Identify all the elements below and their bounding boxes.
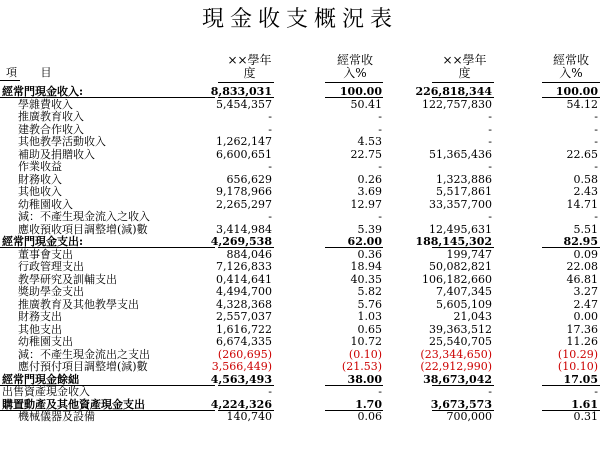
cell-c1: 884,046 (226, 247, 272, 261)
cell-c3: 39,363,512 (429, 322, 492, 336)
header-item: 項 目 (6, 66, 62, 79)
cell-c4: 0.58 (573, 172, 598, 186)
row-label: 經常門現金收入: (2, 85, 84, 98)
cell-c3: 5,517,861 (436, 185, 492, 198)
cell-c4: 14.71 (566, 197, 598, 211)
table-row (0, 348, 600, 361)
cell-c2: 50.41 (350, 97, 382, 111)
cell-c4: 46.81 (566, 272, 598, 286)
cell-c3: 25,540,705 (429, 335, 492, 348)
cell-c3: - (488, 160, 492, 173)
cell-c2: 3.69 (357, 185, 382, 198)
cell-c4: - (594, 385, 598, 398)
cell-c2: - (378, 110, 382, 123)
row-label: 減：不產生現金流入之收入 (18, 210, 150, 223)
cell-c1: 4,224,326 (210, 397, 272, 411)
cell-c2: 0.65 (357, 322, 382, 336)
row-label: 補助及捐贈收入 (18, 147, 95, 161)
cell-c4: - (594, 135, 598, 148)
row-label: 幼稚園支出 (18, 335, 73, 348)
cell-c1: 5,454,357 (216, 97, 272, 111)
cell-c1: 6,600,651 (216, 147, 272, 161)
cell-c3: 5,605,109 (436, 297, 492, 311)
cell-c2: 5.76 (357, 297, 382, 311)
cell-c1: - (268, 160, 272, 173)
table-row (0, 223, 600, 236)
cell-c4: 11.26 (566, 335, 598, 348)
cell-c4: 0.00 (573, 310, 598, 323)
cell-c2: - (378, 122, 382, 136)
cell-c2: 1.03 (357, 310, 382, 323)
cell-c3: 122,757,830 (422, 97, 492, 111)
cell-c2: 0.06 (357, 410, 382, 423)
cell-c2: 5.39 (357, 222, 382, 236)
row-label: 應收預收項目調整增(減)數 (18, 222, 148, 236)
cell-c1: 8,833,031 (210, 85, 272, 98)
cell-c3: 21,043 (453, 310, 492, 323)
cell-c3: 51,365,436 (429, 147, 492, 161)
row-label: 董事會支出 (18, 247, 73, 261)
cell-c2: 38.00 (347, 372, 382, 386)
table-row (0, 110, 600, 123)
table-row (0, 123, 600, 136)
row-label: 推廣教育及其他教學支出 (18, 297, 139, 311)
cell-c4: 2.43 (573, 185, 598, 198)
table-title: 現金收支概況表 (201, 7, 398, 32)
cell-c2: 22.75 (350, 147, 382, 161)
header-rule (542, 82, 600, 83)
cell-c2: 10.72 (350, 335, 382, 348)
header-rule (0, 80, 20, 81)
table-row (0, 173, 600, 186)
cell-c3: 7,407,345 (436, 285, 492, 298)
table-row (0, 148, 600, 161)
header-rule (325, 82, 383, 83)
cell-c3: 1,323,886 (436, 172, 492, 186)
cell-c4: (10.10) (557, 360, 598, 373)
cell-c2: 100.00 (339, 85, 382, 98)
cell-c2: 5.82 (357, 285, 382, 298)
row-label: 推廣教育收入 (18, 110, 84, 123)
cell-c4: 22.08 (566, 260, 598, 273)
cell-c1: 6,674,335 (216, 335, 272, 348)
cell-c1: 2,557,037 (216, 310, 272, 323)
cell-c1: 140,740 (226, 410, 272, 423)
cell-c4: - (594, 210, 598, 223)
cell-c3: 3,673,573 (430, 397, 492, 411)
row-label: 應付預付項目調整增(減)數 (18, 360, 148, 373)
cell-c3: - (488, 385, 492, 398)
cell-c3: (23,344,650) (420, 347, 492, 361)
row-label: 行政管理支出 (18, 260, 84, 273)
cell-c4: (10.29) (557, 347, 598, 361)
cell-c1: - (268, 210, 272, 223)
row-label: 教學研究及訓輔支出 (18, 272, 117, 286)
cell-c1: 1,262,147 (216, 135, 272, 148)
cell-c4: - (594, 160, 598, 173)
cell-c4: - (594, 110, 598, 123)
row-label: 減：不產生現金流出之支出 (18, 347, 150, 361)
header-rule (218, 82, 274, 83)
table-row (0, 248, 600, 261)
cell-c3: 50,082,821 (429, 260, 492, 273)
cell-c3: - (488, 135, 492, 148)
row-label: 獎助學金支出 (18, 285, 84, 298)
table-row (0, 198, 600, 211)
cell-c4: 17.05 (563, 372, 598, 386)
row-label: 其他收入 (18, 185, 62, 198)
cell-c4: 1.61 (571, 397, 598, 411)
row-label: 財務收入 (18, 172, 62, 186)
cell-c2: 12.97 (350, 197, 382, 211)
table-row (0, 185, 600, 198)
row-label: 機械儀器及設備 (18, 410, 95, 423)
cell-c3: - (488, 110, 492, 123)
cell-c1: 9,178,966 (216, 185, 272, 198)
cell-c4: 82.95 (563, 235, 598, 248)
cell-c1: 7,126,833 (216, 260, 272, 273)
cell-c4: 54.12 (566, 97, 598, 111)
row-label: 其他支出 (18, 322, 62, 336)
cell-c3: 106,182,660 (422, 272, 492, 286)
cell-c2: 4.53 (357, 135, 382, 148)
cell-c1: - (268, 385, 272, 398)
cell-c1: - (268, 110, 272, 123)
cell-c1: 3,414,984 (216, 222, 272, 236)
table-row (0, 260, 600, 273)
row-label: 作業收益 (18, 160, 62, 173)
table-row (0, 335, 600, 348)
row-label: 經常門現金餘絀 (2, 372, 79, 386)
table-row (0, 285, 600, 298)
cell-c1: 2,265,297 (216, 197, 272, 211)
row-label: 經常門現金支出: (2, 235, 84, 248)
row-label: 財務支出 (18, 310, 62, 323)
table-row (0, 160, 600, 173)
cell-c3: - (488, 210, 492, 223)
table-row (0, 360, 600, 373)
cell-c4: 2.47 (573, 297, 598, 311)
table-row (0, 273, 600, 286)
cell-c1: - (268, 122, 272, 136)
cell-c1: 4,563,493 (210, 372, 272, 386)
header-rule (432, 82, 494, 83)
header-year-2: ××學年度 (442, 53, 487, 80)
row-label: 幼稚園收入 (18, 197, 73, 211)
cell-c4: 22.65 (566, 147, 598, 161)
cell-c2: 1.70 (355, 397, 382, 411)
cell-c2: - (378, 160, 382, 173)
cell-c1: 1,616,722 (216, 322, 272, 336)
cell-c3: 38,673,042 (423, 372, 492, 386)
cell-c1: 4,328,368 (216, 297, 272, 311)
table-row (0, 210, 600, 223)
table-row (0, 98, 600, 111)
cell-c4: 0.09 (573, 247, 598, 261)
cell-c1: (260,695) (217, 347, 272, 361)
table-row (0, 310, 600, 323)
table-row (0, 323, 600, 336)
cell-c4: 5.51 (573, 222, 598, 236)
cell-c2: 0.36 (357, 247, 382, 261)
row-label: 出售資產現金收入 (2, 385, 90, 398)
header-pct-2: 經常收入% (552, 53, 589, 80)
cell-c4: 3.27 (573, 285, 598, 298)
row-label: 其他教學活動收入 (18, 135, 106, 148)
cell-c2: - (378, 210, 382, 223)
cell-c2: 40.35 (350, 272, 382, 286)
table-row (0, 410, 600, 423)
header-year-1: ××學年度 (227, 53, 272, 80)
cell-c3: 199,747 (446, 247, 492, 261)
cell-c3: 12,495,631 (429, 222, 492, 236)
cell-c3: 33,357,700 (429, 197, 492, 211)
cell-c1: 0,414,641 (216, 272, 272, 286)
cell-c1: 4,269,538 (210, 235, 272, 248)
cell-c4: - (594, 122, 598, 136)
row-label: 建教合作收入 (18, 122, 84, 136)
table-row (0, 385, 600, 398)
cell-c1: 4,494,700 (216, 285, 272, 298)
cell-c3: 700,000 (446, 410, 492, 423)
row-label: 學雜費收入 (18, 97, 73, 111)
table-row (0, 298, 600, 311)
cell-c3: (22,912,990) (420, 360, 492, 373)
row-label: 購置動產及其他資產現金支出 (2, 397, 145, 411)
cell-c2: - (378, 385, 382, 398)
cell-c4: 17.36 (566, 322, 598, 336)
cell-c2: (0.10) (348, 347, 382, 361)
cell-c4: 0.31 (573, 410, 598, 423)
cell-c1: 3,566,449) (211, 360, 272, 373)
table-row (0, 135, 600, 148)
cell-c2: (21.53) (341, 360, 382, 373)
header-pct-1: 經常收入% (336, 53, 373, 80)
cell-c2: 62.00 (347, 235, 382, 248)
cell-c2: 0.26 (357, 172, 382, 186)
cell-c2: 18.94 (350, 260, 382, 273)
cell-c3: 226,818,344 (415, 85, 492, 98)
cell-c3: - (488, 122, 492, 136)
cell-c4: 100.00 (555, 85, 598, 98)
cell-c3: 188,145,302 (415, 235, 492, 248)
cell-c1: 656,629 (226, 172, 272, 186)
